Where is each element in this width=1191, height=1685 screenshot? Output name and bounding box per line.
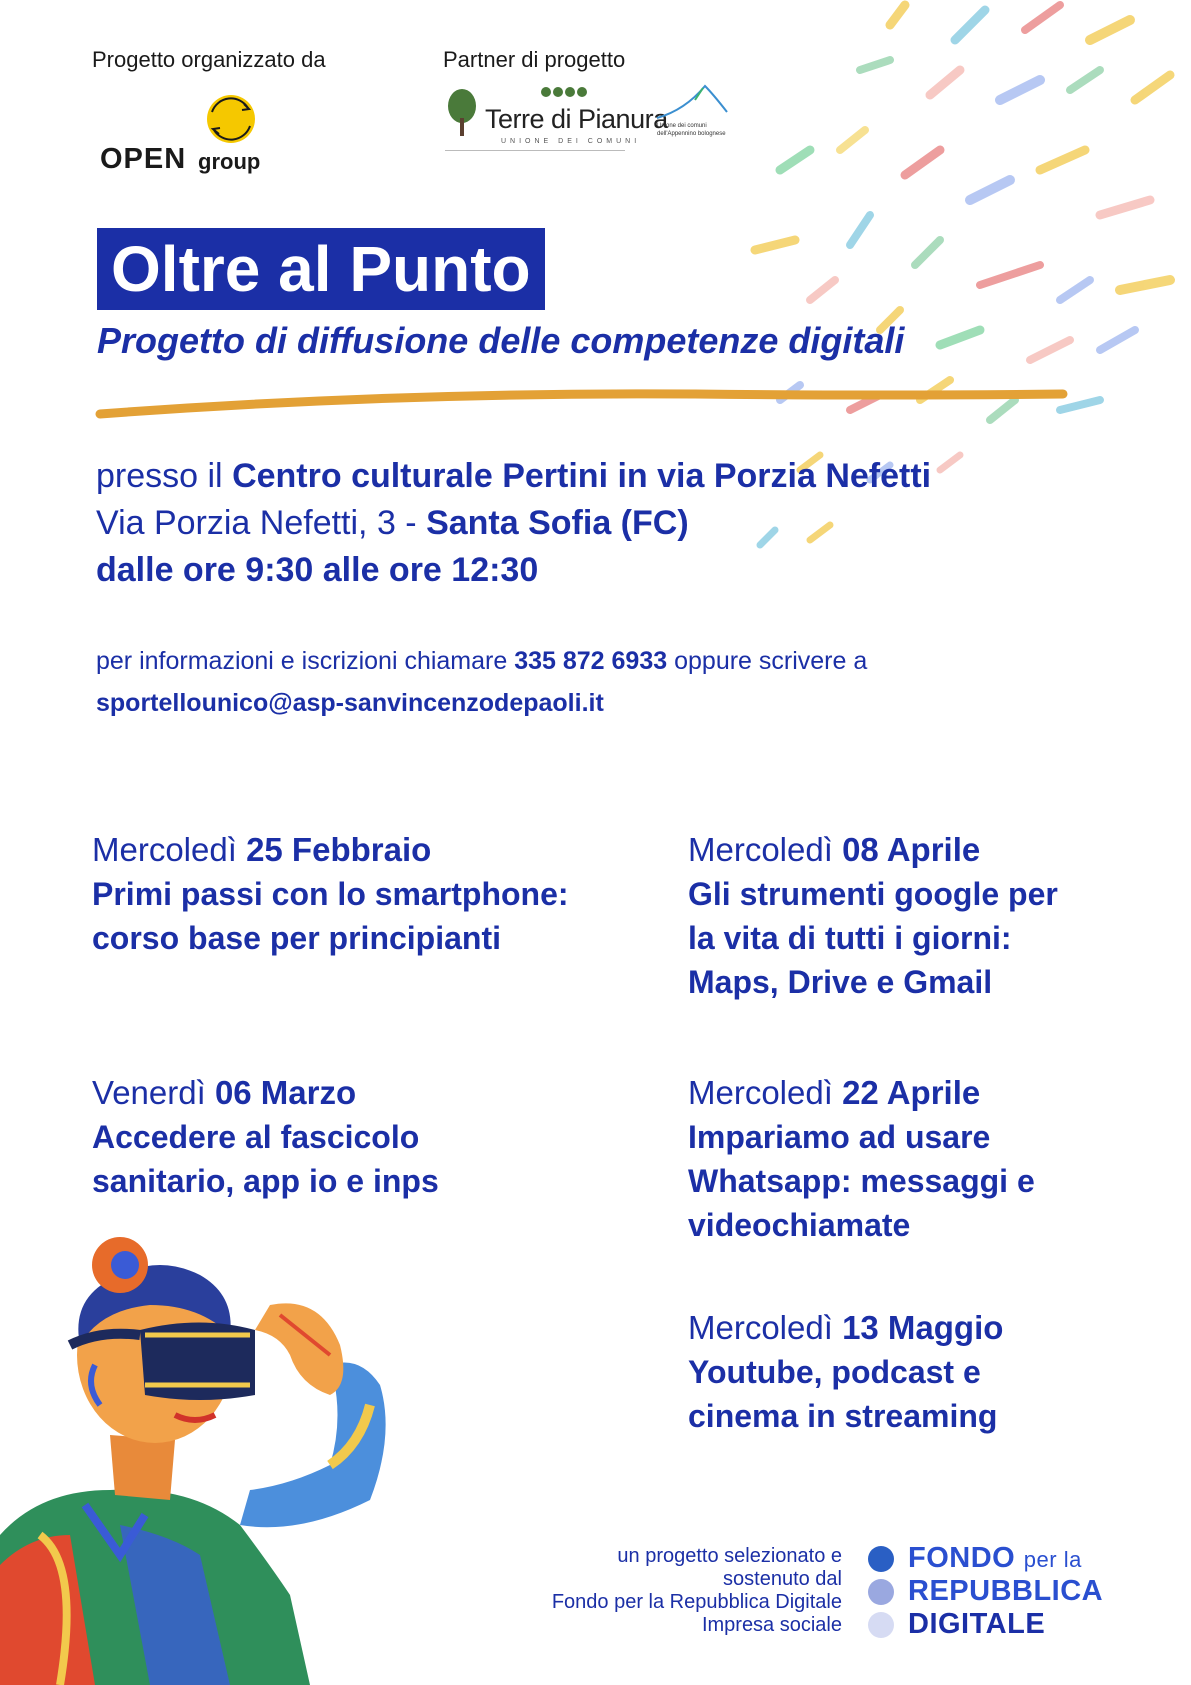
fondo-dots-icon <box>866 1544 896 1640</box>
fondo-word-small: per la <box>1023 1547 1082 1572</box>
terre-di-pianura-name: Terre di Pianura <box>485 104 668 134</box>
info-prefix: per informazioni e iscrizioni chiamare <box>96 647 515 675</box>
footer-note <box>502 1545 842 1637</box>
event-title-line: corso base per principianti <box>92 920 501 956</box>
event-item <box>688 1071 1035 1247</box>
open-group-logo <box>100 88 270 178</box>
page-subtitle: Progetto di diffusione delle competenze digitali <box>97 320 905 361</box>
terre-di-pianura-sub: UNIONE DEI COMUNI <box>501 138 641 145</box>
venue-city: Santa Sofia (FC) <box>426 504 689 542</box>
event-title-line: Gli strumenti google per <box>688 876 1058 912</box>
decorative-brush-strokes <box>740 0 1191 600</box>
orange-underline <box>95 380 1070 420</box>
fondo-repubblica-digitale-logo <box>866 1542 1106 1642</box>
page-title: Oltre al Punto <box>97 228 545 310</box>
event-item <box>92 1071 439 1203</box>
event-day: Mercoledì <box>688 1074 843 1111</box>
event-day-date: 06 Marzo <box>214 1074 357 1111</box>
event-date <box>688 1071 1035 1115</box>
event-item <box>92 828 569 960</box>
fondo-word-main: FONDO <box>908 1542 1016 1574</box>
terre-di-pianura-logo <box>445 86 668 151</box>
event-title-line: Impariamo ad usare <box>688 1119 991 1155</box>
event-title-line: sanitario, app io e inps <box>92 1163 439 1199</box>
event-title-line: la vita di tutti i giorni: <box>688 920 1012 956</box>
organizer-label: Progetto organizzato da <box>92 47 326 72</box>
digitale-word: DIGITALE <box>908 1608 1046 1640</box>
venue-address: Via Porzia Nefetti, 3 - <box>96 504 427 542</box>
event-day-date: 13 Maggio <box>842 1309 1004 1346</box>
info-suffix: oppure scrivere a <box>667 647 868 675</box>
footer-note-line: un progetto selezionato e <box>617 1545 842 1567</box>
footer-note-line: sostenuto dal <box>723 1568 842 1590</box>
venue-hours: dalle ore 9:30 alle ore 12:30 <box>96 551 539 589</box>
info-email[interactable]: sportellounico@asp-sanvincenzodepaoli.it <box>96 689 604 717</box>
terre-underline <box>445 150 625 151</box>
open-group-logo-sub: group <box>198 149 261 174</box>
event-title-line: Primi passi con lo smartphone: <box>92 876 569 912</box>
event-item <box>688 1306 1003 1438</box>
open-group-logo-word: OPEN <box>100 143 187 175</box>
info-line <box>96 641 867 682</box>
event-title-line: Accedere al fascicolo <box>92 1119 420 1155</box>
event-day: Mercoledì <box>688 831 843 868</box>
event-title-line: Youtube, podcast e <box>688 1354 981 1390</box>
repubblica-word: REPUBBLICA <box>908 1575 1104 1607</box>
event-date <box>92 1071 439 1115</box>
open-group-logo-mark <box>200 88 262 150</box>
event-day-date: 25 Febbraio <box>246 831 432 868</box>
event-date <box>688 828 1058 872</box>
tree-icon <box>445 88 479 138</box>
appennino-logo <box>655 80 735 150</box>
info-phone[interactable]: 335 872 6933 <box>514 647 668 675</box>
venue-prefix: presso il <box>96 457 233 495</box>
event-title-line: videochiamate <box>688 1207 911 1243</box>
event-title-line: Maps, Drive e Gmail <box>688 964 993 1000</box>
appennino-name: Unione dei comuni dell'Appennino bolognese <box>657 123 726 137</box>
event-day: Venerdì <box>92 1074 215 1111</box>
event-day: Mercoledì <box>92 831 247 868</box>
event-title-line: Whatsapp: messaggi e <box>688 1163 1035 1199</box>
venue-line-2 <box>96 500 689 546</box>
footer-note-line: Fondo per la Repubblica Digitale <box>551 1591 842 1613</box>
event-day-date: 22 Aprile <box>842 1074 981 1111</box>
event-title-line: cinema in streaming <box>688 1398 998 1434</box>
terre-dots-icon <box>540 86 590 98</box>
fondo-word <box>908 1542 1082 1576</box>
vr-headset-illustration <box>0 1235 500 1685</box>
event-day-date: 08 Aprile <box>842 831 981 868</box>
venue-line-1 <box>96 453 931 499</box>
event-date <box>688 1306 1003 1350</box>
venue-name: Centro culturale Pertini in via Porzia Nefetti <box>232 457 932 495</box>
footer-note-line: Impresa sociale <box>701 1614 842 1636</box>
event-day: Mercoledì <box>688 1309 843 1346</box>
partner-label: Partner di progetto <box>443 47 626 72</box>
event-item <box>688 828 1058 1004</box>
mountain-icon <box>655 80 735 122</box>
event-date <box>92 828 569 872</box>
